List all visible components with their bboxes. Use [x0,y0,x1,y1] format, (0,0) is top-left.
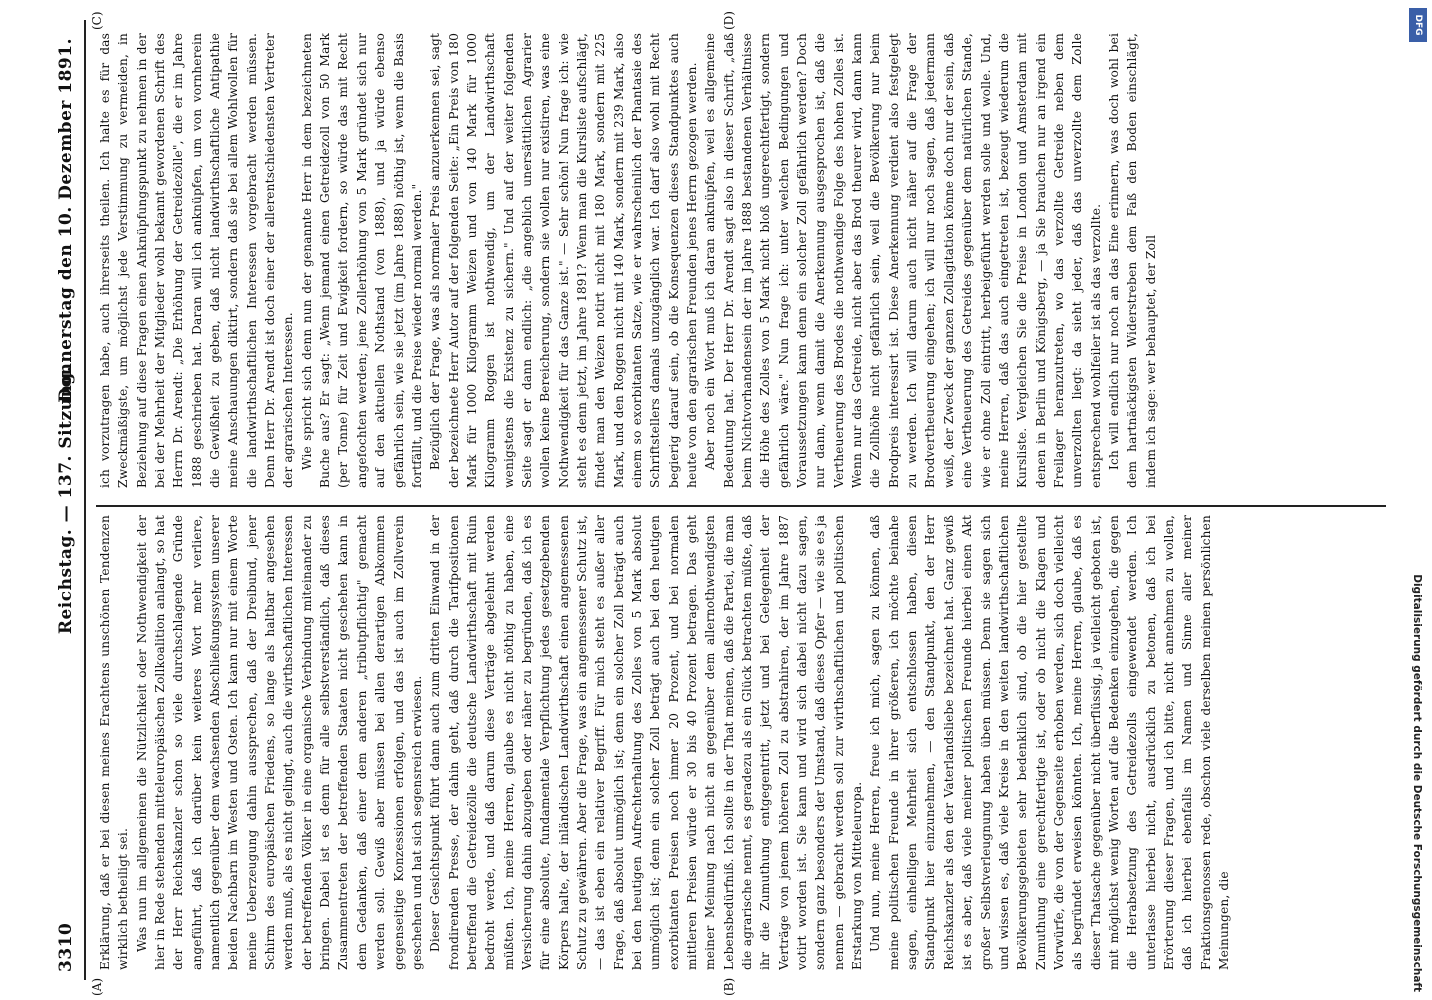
left-column [96,515,1386,970]
paragraph: Dieser Gesichtspunkt führt dann auch zum dritten Einwand in der frondirenden Presse, der dahin geht, daß durch die Tarifpositionen betreffend die Getreidezölle die deutsche Landwirthschaft mit Ruin bedroht werde, und daß darum diese Verträge abgelehnt werden müßten. Ich, meine Herren, glaube es nicht nöthig zu haben, eine Versicherung dahin abzugeben oder näher zu begründen, daß ich es für eine absolute, fundamentale Verpflichtung jedes gesetzgebenden Körpers halte, der inländischen Landwirthschaft einen angemessenen Schutz zu gewähren. Aber die Frage, was ein angemessener Schutz ist, — das ist eben ein relativer Begriff. Für mich steht es außer aller Frage, daß absolut unmöglich ist; denn ein solcher Zoll beträgt auch bei den heutigen Aufrechterhaltung des Zolles von 5 Mark absolut unmöglich ist; denn ein solcher Zoll beträgt auch bei den heutigen exorbitanten Preisen noch immer 20 Prozent, und bei normalen mittleren Preisen würde er 30 bis 40 Prozent betragen. Das geht meiner Meinung nach nicht an gegenüber dem allernothwendigsten Lebensbedürfniß. Ich sollte in der That meinen, daß die Partei, die man die agrarische nennt, es geradezu als ein Glück betrachten müßte, daß ihr die Zumuthung entgegentritt, jetzt und bei Gelegenheit der Verträge von jenem höheren Zoll zu abstrahiren, der im Jahre 1887 votirt worden ist. Sie kann und wird sich dabei nicht dazu sagen, sondern ganz besonders der Umstand, daß dieses Opfer — wie sie es ja nennen — gebracht werden soll zur wirthschaftlichen und politischen Erstarkung von Mitteleuropa. [428,515,865,970]
paragraph: Bezüglich der Frage, was als normaler Preis anzuerkennen sei, sagt der bezeichnete Herr Autor auf der folgenden Seite: „Ein Preis von 180 Mark für 1000 Kilogramm Weizen und von 140 Mark für 1000 Kilogramm Roggen ist nothwendig, um der Landwirthschaft wenigstens die Existenz zu sichern." Und auf der weiter folgenden Seite sagt er dann endlich: „die angeblich unersättlichen Agrarier wollen keine Bereicherung, sondern sie wollen nur existiren, was eine Nothwendigkeit für das Ganze ist." — Sehr schön! Nun frage ich: wie steht es denn jetzt, im Jahre 1891? Wenn man die Kursliste aufschlägt, findet man den Weizen notirt nicht mit 180 Mark, sondern mit 225 Mark, und den Roggen nicht mit 140 Mark, sondern mit 239 Mark, also einem so exorbitanten Satze, wie er wahrscheinlich der Phantasie des Schriftstellers damals unzugänglich war. Ich darf also wohl mit Recht begierig darauf sein, ob die Konsequenzen dieses Standpunktes auch heute von den agrarischen Freunden jenes Herrn gezogen werden. [428,33,699,488]
paragraph: Aber noch ein Wort muß ich daran anknüpfen, weil es allgemeine Bedeutung hat. Der Herr Dr. Arendt sagt also in dieser Schrift, „daß beim Nichtvorhandensein der im Jahre 1888 bestandenen Verhältnisse die Höhe des Zolles von 5 Mark nicht bloß ungerechtfertigt, sondern gefährlich wäre." Nun frage ich: unter welchen Bedingungen und Voraussetzungen kann denn ein solcher Zoll gefährlich werden? Doch nur dann, wenn damit die Anerkennung ausgesprochen ist, daß die Vertheuerung des Brodes die nothwendige Folge des hohen Zolles ist. Wenn nur das Getreide, nicht aber das Brod theurer wird, dann kann die Zollhöhe nicht gefährlich sein, weil die Bevölkerung nur beim Brodpreis interessirt ist. Diese Anerkennung verdient also festgelegt zu werden. Ich will darum auch nicht näher auf die Frage der Brodvertheuerung eingehen; ich will nur noch sagen, daß jedermann weiß, der Zweck der ganzen Zollagitation könne doch nur der sein, daß eine Vertheuerung des Getreides gegenüber dem natürlichen Stande, wie er ohne Zoll eintritt, herbeigeführt werden solle und wolle. Und, meine Herren, daß das auch eingetreten ist, bezeugt wiederum die Kursliste. Vergleichen Sie die Preise in London und Amsterdam mit denen in Berlin und Königsberg, — ja Sie brauchen nur an irgend ein Freilager heranzutreten, wo das verzollte Getreide neben dem unverzollten liegt: da sieht jeder, daß das unverzollte dem Zolle entsprechend wohlfeiler ist als das verzollte. [703,33,1103,488]
digitization-credit-text: Digitalisierung gefördert durch die Deutsche Forschungsgemeinschaft [1411,574,1423,992]
dfg-logo-text: DFG [1413,14,1423,36]
margin-marker-d: (D) [722,11,736,30]
page-title: Reichstag. — 137. Sitzung. [56,365,76,635]
margin-marker-a: (A) [90,977,104,996]
digitization-credit [1404,0,1430,1000]
paragraph: Wie spricht sich denn nun der genannte Herr in dem bezeichneten Buche aus? Er sagt: „Wenn jemand einen Getreidezoll von 50 Mark (per Tonne) für Zeit und Ewigkeit fordern, so würde das mit Recht angefochten werden; jene Zollerhöhung von 5 Mark gründet sich nur auf den aktuellen Nothstand (von 1888), und ja würde ebenso gefährlich sein, wie sie jetzt (im Jahre 1888) nöthig ist, wenn die Basis fortfällt, und die Preise wieder normal werden." [299,33,424,488]
page-number: 3310 [56,922,76,972]
paragraph: Was nun im allgemeinen die Nützlichkeit oder Nothwendigkeit der hier in Rede stehenden mitteleuropäischen Zollkoalition anlangt, so hat der Herr Reichskanzler schon so viele durchschlagende Gründe angeführt, daß ich darüber kein weiteres Wort mehr verliere, namentlich gegenüber dem wachsenden Abschließungssystem unserer beiden Nachbarn im Westen und Osten. Ich kann nur mit einem Worte meine Ueberzeugung dahin aussprechen, daß der Dreibund, jener Schirm des europäischen Friedens, so lange als haltbar angesehen werden muß, als es nicht gelingt, auch die wirthschaftlichen Interessen der betreffenden Völker in eine organische Verbindung miteinander zu bringen. Dabei ist es denn für alle selbstverständlich, daß dieses Zusammentreten der betreffenden Staaten nicht geschehen kann in dem Gedanken, daß einer dem anderen „tributpflichtig" gemacht werden soll. Gewiß aber müssen bei allen derartigen Abkommen gegenseitige Konzessionen erfolgen, und das ist auch im Zollverein geschehen und hat sich segensreich erwiesen. [134,515,424,970]
right-column [96,33,1386,488]
paragraph: Und nun, meine Herren, freue ich mich, sagen zu können, daß meine politischen Freunde in ihrer größeren, ich möchte beinahe sagen, einhelligen Mehrheit sich entschlossen haben, diesen Standpunkt hier einzunehmen, — den Standpunkt, den der Herr Reichskanzler als den der Vaterlandsliebe bezeichnet hat. Ganz gewiß ist es aber, daß viele meiner politischen Freunde hierbei einen Akt großer Selbstverleugnung haben üben müssen. Denn sie sagen sich und wissen es, daß viele Kreise in den weiten landwirthschaftlichen Bevölkerungsgebieten sehr bedenklich sind, ob die hier gestellte Zumuthung eine gerechtfertigte ist, oder ob nicht die Klagen und Vorwürfe, die von der Gegenseite erhoben werden, sich doch vielleicht als begründet erweisen könnten. Ich, meine Herren, glaube, daß es dieser Thatsache gegenüber nicht überflüssig, ja vielleicht geboten ist, mit möglichst wenig Worten auf die Bedenken einzugehen, die gegen die Herabsetzung des Getreidezolls eingewendet werden. Ich unterlasse hierbei nicht, ausdrücklich zu betonen, daß ich bei Erörterung dieser Fragen, und ich bitte, nicht annehmen zu wollen, daß ich hierbei ebenfalls im Namen und Sinne aller meiner Fraktionsgenossen rede, obschon viele derselben meinen persönlichen Meinungen, die [868,515,1231,970]
column-divider [96,505,1386,507]
paragraph: ich vorzutragen habe, auch ihrerseits theilen. Ich halte es für das Zweckmäßigste, um möglichst jede Verstimmung zu vermeiden, in Beziehung auf diese Fragen einen Anknüpfungspunkt zu nehmen in der bei der Mehrheit der Mitglieder wohl bekannt gewordenen Schrift des Herrn Dr. Arendt: „Die Erhöhung der Getreidezölle", die er im Jahre 1888 geschrieben hat. Daran will ich anknüpfen, um von vornherein die Gewißheit zu geben, daß nicht landwirthschaftliche Antipathie meine Anschauungen diktirt, sondern daß sie bei allem Wohlwollen für die landwirthschaftlichen Interessen vorgebracht werden müssen. Denn Herr Dr. Arendt ist doch einer der allerentschiedensten Vertreter der agrarischen Interessen. [98,33,296,488]
margin-marker-c: (C) [90,11,104,30]
header-rule [84,20,86,980]
paragraph: Erklärung, daß er bei diesen meines Erachtens unschönen Tendenzen wirklich betheiligt sei. [98,515,131,970]
page-date: Donnerstag den 10. Dezember 1891. [56,38,76,403]
margin-marker-b: (B) [722,977,736,996]
page-header [56,28,82,972]
paragraph: Ich will endlich nur noch an das Eine erinnern, was doch wohl bei dem hartnäckigsten Widerstreben dem Faß den Boden einschlägt, indem ich sage: wer behauptet, der Zoll [1106,33,1158,488]
